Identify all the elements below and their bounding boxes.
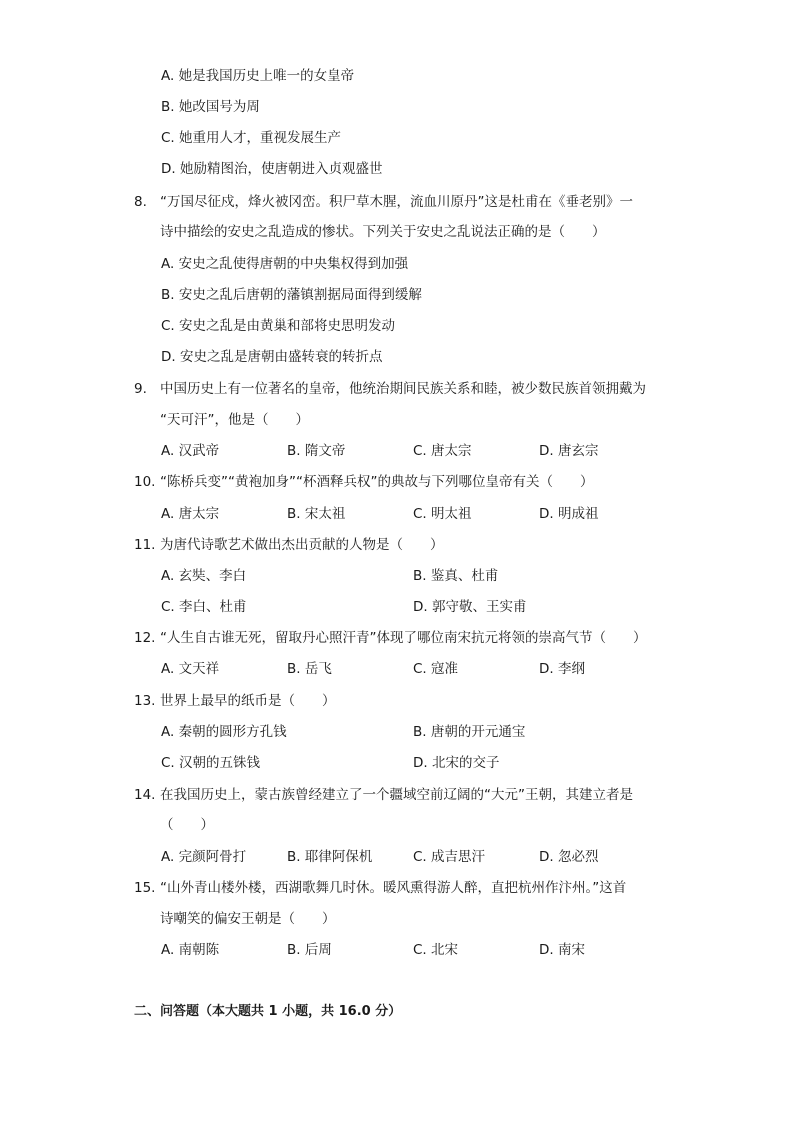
q13-option-d: D. 北宋的交子: [413, 755, 500, 771]
q11-stem-line1: 为唐代诗歌艺术做出杰出贡献的人物是（ ）: [160, 537, 444, 553]
q13-number: 13.: [134, 693, 156, 709]
q9-option-a: A. 汉武帝: [161, 443, 220, 459]
q14-stem-line2: （ ）: [160, 817, 214, 833]
q11-option-d: D. 郭守敬、王实甫: [413, 599, 527, 615]
q15-stem-line1: “山外青山楼外楼，西湖歌舞几时休。暖风熏得游人醉，直把杭州作汴州。”这首: [160, 880, 627, 896]
q9-stem-line2: “天可汗”，他是（ ）: [160, 412, 309, 428]
q11-option-b: B. 鉴真、杜甫: [413, 568, 499, 584]
q11-option-a: A. 玄奘、李白: [161, 568, 247, 584]
q8-option-b: B. 安史之乱后唐朝的藩镇割据局面得到缓解: [161, 287, 422, 303]
q15-option-c: C. 北宋: [413, 942, 459, 958]
q13-option-c: C. 汉朝的五铢钱: [161, 755, 261, 771]
q7-option-c: C. 她重用人才，重视发展生产: [161, 130, 342, 146]
q15-option-b: B. 后周: [287, 942, 332, 958]
q12-stem-line1: “人生自古谁无死，留取丹心照汗青”体现了哪位南宋抗元将领的崇高气节（ ）: [160, 630, 647, 646]
q7-option-a: A. 她是我国历史上唯一的女皇帝: [161, 68, 355, 84]
q10-option-d: D. 明成祖: [539, 506, 599, 522]
q10-option-b: B. 宋太祖: [287, 506, 346, 522]
section-heading: 二、问答题（本大题共 1 小题，共 16.0 分）: [134, 1004, 402, 1019]
q9-number: 9.: [134, 381, 147, 397]
q12-option-b: B. 岳飞: [287, 661, 332, 677]
q14-number: 14.: [134, 787, 156, 803]
q15-option-d: D. 南宋: [539, 942, 585, 958]
q10-option-c: C. 明太祖: [413, 506, 472, 522]
q8-option-c: C. 安史之乱是由黄巢和部将史思明发动: [161, 318, 396, 334]
q14-option-d: D. 忽必烈: [539, 849, 599, 865]
q8-number: 8.: [134, 194, 147, 210]
q11-number: 11.: [134, 537, 156, 553]
q9-stem-line1: 中国历史上有一位著名的皇帝，他统治期间民族关系和睦，被少数民族首领拥戴为: [160, 381, 646, 397]
q8-option-d: D. 安史之乱是唐朝由盛转衰的转折点: [161, 349, 383, 365]
q12-option-c: C. 寇准: [413, 661, 459, 677]
q14-option-c: C. 成吉思汗: [413, 849, 486, 865]
q15-number: 15.: [134, 880, 156, 896]
q10-option-a: A. 唐太宗: [161, 506, 220, 522]
q8-stem-line1: “万国尽征戍，烽火被冈峦。积尸草木腥，流血川原丹”这是杜甫在《垂老别》一: [160, 194, 633, 210]
q13-option-b: B. 唐朝的开元通宝: [413, 724, 526, 740]
q7-option-b: B. 她改国号为周: [161, 99, 260, 115]
q8-stem-line2: 诗中描绘的安史之乱造成的惨状。下列关于安史之乱说法正确的是（ ）: [160, 224, 606, 240]
q9-option-c: C. 唐太宗: [413, 443, 472, 459]
q13-option-a: A. 秦朝的圆形方孔钱: [161, 724, 287, 740]
q15-stem-line2: 诗嘲笑的偏安王朝是（ ）: [160, 911, 336, 927]
q9-option-d: D. 唐玄宗: [539, 443, 599, 459]
q8-option-a: A. 安史之乱使得唐朝的中央集权得到加强: [161, 256, 409, 272]
q10-number: 10.: [134, 474, 156, 490]
q12-option-a: A. 文天祥: [161, 661, 220, 677]
q14-option-a: A. 完颜阿骨打: [161, 849, 247, 865]
q12-number: 12.: [134, 630, 156, 646]
q12-option-d: D. 李纲: [539, 661, 585, 677]
q13-stem-line1: 世界上最早的纸币是（ ）: [160, 693, 336, 709]
q14-stem-line1: 在我国历史上，蒙古族曾经建立了一个疆域空前辽阔的“大元”王朝，其建立者是: [160, 787, 633, 803]
q7-option-d: D. 她励精图治，使唐朝进入贞观盛世: [161, 161, 383, 177]
q15-option-a: A. 南朝陈: [161, 942, 220, 958]
q14-option-b: B. 耶律阿保机: [287, 849, 373, 865]
q10-stem-line1: “陈桥兵变”“黄袍加身”“杯酒释兵权”的典故与下列哪位皇帝有关（ ）: [160, 474, 594, 490]
q9-option-b: B. 隋文帝: [287, 443, 346, 459]
q11-option-c: C. 李白、杜甫: [161, 599, 247, 615]
